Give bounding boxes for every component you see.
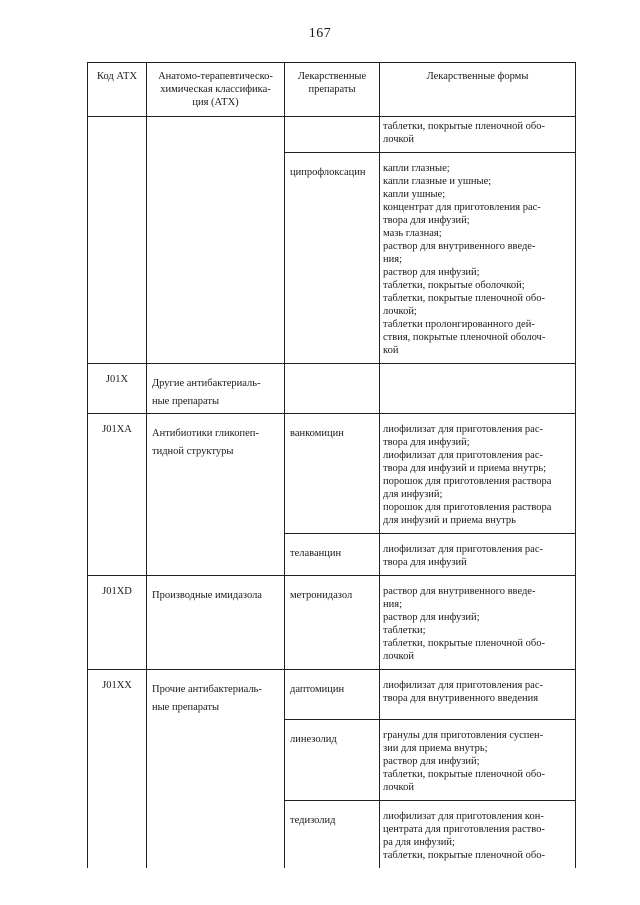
cell-code: J01XX [88,670,147,720]
table-header-row [88,63,576,117]
table-row [88,800,576,868]
cell-code [88,153,147,364]
page-number: 167 [308,26,332,41]
atx-table [87,62,576,868]
header-code: Код АТХ [88,63,147,117]
cell-code [88,800,147,868]
cell-forms: гранулы для приготовления суспен- зии для приема внутрь; раствор для инфузий; таблетки, покрытые пленочной обо- лочкой [380,719,576,800]
cell-forms [380,364,576,414]
cell-forms: капли глазные; капли глазные и ушные; капли ушные; концентрат для приготовления рас- твора для инфузий; мазь глазная; раствор для внутривенного введе- ния; раствор для инфузий; таблетки, покрытые оболочкой; таблетки, покрытые пленочной обо- лочкой; таблетки пролонгированного дей- ствия, покрытые пленочной оболоч- кой [380,153,576,364]
cell-code: J01XA [88,414,147,534]
cell-forms: лиофилизат для приготовления рас- твора для инфузий; лиофилизат для приготовления рас- твора для инфузий и приема внутрь; порошок для приготовления раствора для инфузий; порошок для приготовления раствора для инфузий и приема внутрь [380,414,576,534]
table-row [88,719,576,800]
header-classification: Анатомо-терапевтическо- химическая классифика- ция (АТХ) [147,63,285,117]
cell-classification: Другие антибактериаль- ные препараты [147,364,285,414]
cell-drug: тедизолид [285,800,380,868]
table-row [88,153,576,364]
cell-drug: метронидазол [285,576,380,670]
table-row [88,670,576,720]
cell-classification [147,534,285,576]
header-drugs: Лекарственные препараты [285,63,380,117]
cell-classification: Прочие антибактериаль- ные препараты [147,670,285,720]
cell-drug: даптомицин [285,670,380,720]
cell-drug: линезолид [285,719,380,800]
cell-forms: лиофилизат для приготовления рас- твора для инфузий [380,534,576,576]
cell-drug [285,364,380,414]
table-row [88,534,576,576]
cell-classification [147,800,285,868]
header-forms: Лекарственные формы [380,63,576,117]
table-row [88,576,576,670]
cell-forms: таблетки, покрытые пленочной обо- лочкой [380,117,576,153]
table-row [88,414,576,534]
table-row [88,117,576,153]
cell-classification [147,719,285,800]
table-row [88,364,576,414]
cell-code [88,719,147,800]
cell-code [88,534,147,576]
cell-drug: ципрофлоксацин [285,153,380,364]
cell-drug: телаванцин [285,534,380,576]
cell-drug [285,117,380,153]
cell-forms: раствор для внутривенного введе- ния; раствор для инфузий; таблетки; таблетки, покрытые пленочной обо- лочкой [380,576,576,670]
cell-code: J01X [88,364,147,414]
cell-code [88,117,147,153]
cell-classification: Антибиотики гликопеп- тидной структуры [147,414,285,534]
cell-classification [147,153,285,364]
cell-drug: ванкомицин [285,414,380,534]
cell-code: J01XD [88,576,147,670]
cell-classification: Производные имидазола [147,576,285,670]
cell-forms: лиофилизат для приготовления рас- твора для внутривенного введения [380,670,576,720]
cell-forms: лиофилизат для приготовления кон- центрата для приготовления раство- ра для инфузий; таблетки, покрытые пленочной обо- [380,800,576,868]
cell-classification [147,117,285,153]
